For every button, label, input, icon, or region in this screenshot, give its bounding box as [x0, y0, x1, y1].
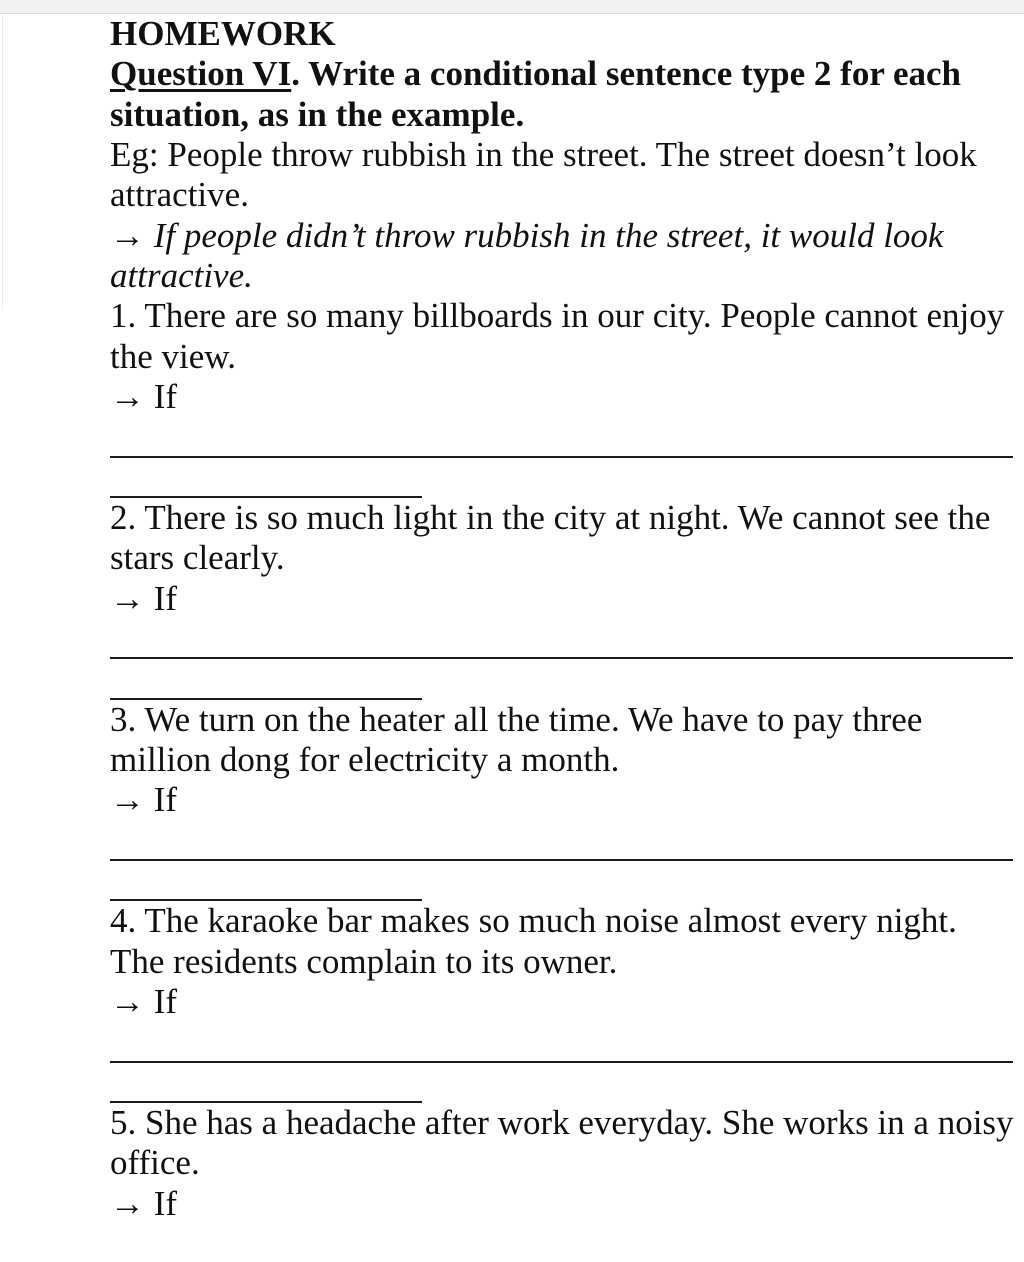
arrow-glyph: → — [110, 215, 145, 255]
item-1-line1: 1. There are so many billboards in our city. People cannot enjoy — [110, 296, 1005, 336]
item-2-answer-blank-short — [110, 659, 422, 699]
question-heading-rest: . Write a conditional sentence type 2 for each — [291, 54, 962, 94]
item-4-answer-blank-long — [110, 1022, 1013, 1062]
item-3-answer-prompt: → If — [110, 780, 178, 820]
item-2-answer-prompt: → If — [110, 578, 178, 618]
item-2-answer-blank-long — [110, 619, 1013, 659]
homework-document — [110, 14, 1013, 1224]
example-situation-line2: attractive. — [110, 175, 249, 215]
top-gray-strip — [0, 0, 1024, 14]
question-heading-line1 — [110, 54, 1013, 94]
page-left-edge-line — [2, 15, 3, 310]
item-3-line1: 3. We turn on the heater all the time. We have to pay three — [110, 699, 923, 739]
question-heading-line2: situation, as in the example. — [110, 94, 525, 134]
item-4-line1: 4. The karaoke bar makes so much noise almost every night. — [110, 901, 957, 941]
question-number: Question VI — [110, 54, 292, 94]
item-4-answer-blank-short — [110, 1063, 422, 1103]
item-4-line2: The residents complain to its owner. — [110, 941, 618, 981]
item-1-answer-prompt: → If — [110, 376, 178, 416]
item-3-answer-blank-long — [110, 821, 1013, 861]
item-2-line2: stars clearly. — [110, 538, 285, 578]
example-situation-line1: Eg: People throw rubbish in the street. The street doesn’t look — [110, 134, 977, 174]
item-1-line2: the view. — [110, 336, 237, 376]
item-1-answer-blank-long — [110, 417, 1013, 457]
item-3-line2: million dong for electricity a month. — [110, 739, 620, 779]
item-1-answer-blank-short — [110, 458, 422, 498]
example-answer-line2: attractive. — [110, 255, 253, 295]
doc-title: HOMEWORK — [110, 14, 336, 53]
item-5-answer-prompt: → If — [110, 1183, 178, 1223]
item-4-answer-prompt: → If — [110, 981, 178, 1021]
item-2-line1: 2. There is so much light in the city at night. We cannot see the — [110, 497, 991, 537]
example-answer-text: If people didn’t throw rubbish in the street, it would look — [153, 215, 944, 255]
item-3-answer-blank-short — [110, 861, 422, 901]
item-5-line1: 5. She has a headache after work everyday. She works in a noisy — [110, 1102, 1014, 1142]
example-answer-line1 — [110, 216, 1013, 256]
item-5-line2: office. — [110, 1143, 200, 1183]
